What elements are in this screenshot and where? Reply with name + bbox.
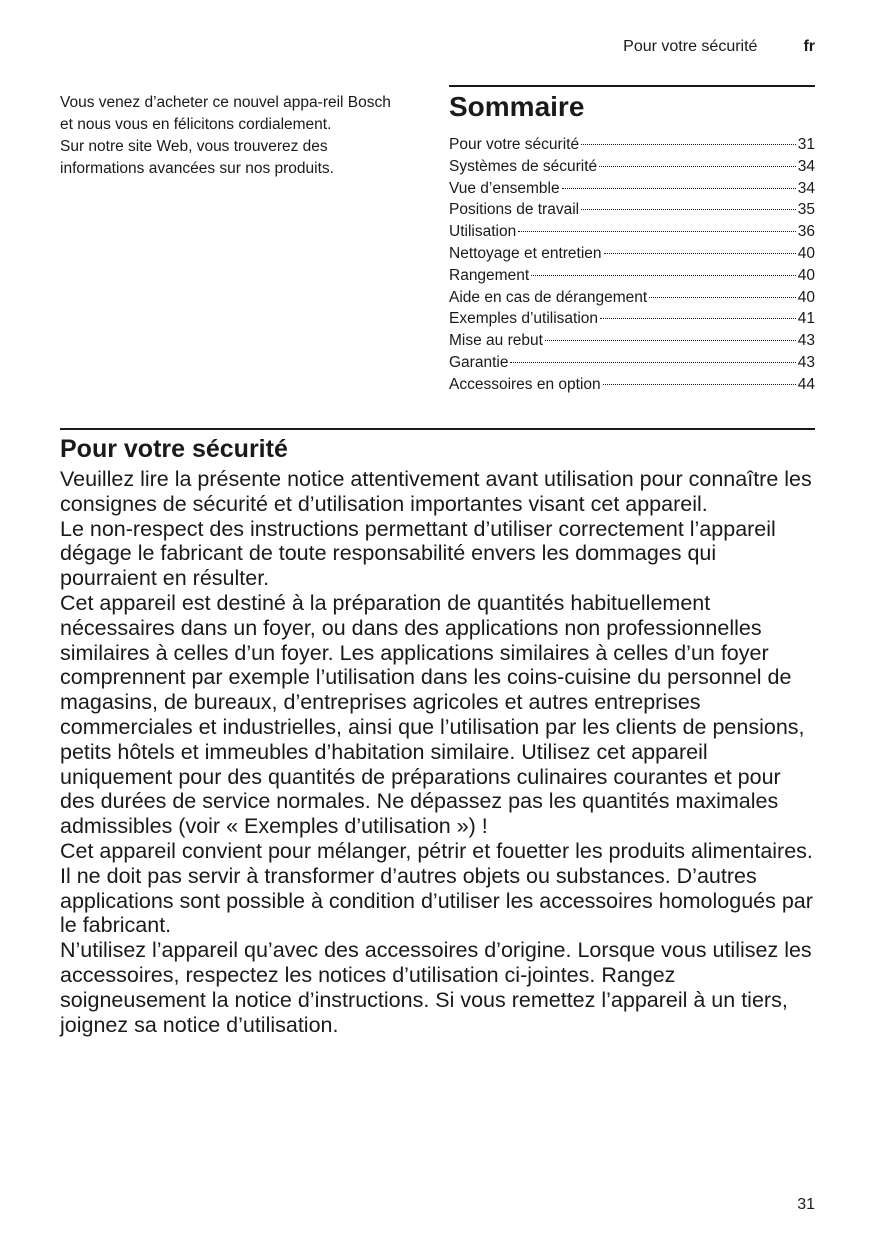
- toc-item-page: 44: [797, 375, 815, 393]
- toc-item[interactable]: [449, 287, 815, 309]
- toc-item[interactable]: [449, 243, 815, 265]
- toc-item-page: 36: [797, 223, 815, 241]
- toc-item[interactable]: [449, 178, 815, 200]
- toc-item[interactable]: [449, 221, 815, 243]
- toc-leader: [599, 166, 796, 167]
- toc-item[interactable]: [449, 308, 815, 330]
- toc-title: Sommaire: [449, 91, 585, 122]
- toc-leader: [600, 318, 796, 319]
- safety-section: [60, 428, 815, 1037]
- toc-item-page: 40: [797, 244, 815, 262]
- toc-item-label: Systèmes de sécurité: [449, 157, 598, 175]
- toc-item-page: 40: [797, 288, 815, 306]
- toc-item[interactable]: [449, 134, 815, 156]
- toc-item[interactable]: [449, 265, 815, 287]
- language-code: fr: [803, 38, 815, 55]
- toc-leader: [531, 275, 796, 276]
- toc-item[interactable]: [449, 156, 815, 178]
- toc-item[interactable]: [449, 199, 815, 221]
- toc-leader: [518, 231, 796, 232]
- body-paragraph: Cet appareil est destiné à la préparation de quantités habituellement nécessaires dans un foyer, ou dans des applications non professionnelles similaires à celles d’un foyer. Les applications similaires à celles d’un foyer comprennent par exemple l’utilisation dans les coins-cuisine du personnel de magasins, de bureaux, d’entreprises agricoles et autres entreprises commerciales et industrielles, ainsi que l’utilisation par les clients de pensions, petits hôtels et immeubles d’habitation similaire. Utilisez cet appareil uniquement pour des quantités de préparations culinaires courantes et pour des durées de service normales. Ne dépassez pas les quantités maximales admissibles (voir « Exemples d’utilisation ») !: [60, 590, 805, 839]
- toc-item[interactable]: [449, 330, 815, 352]
- body-paragraph: Cet appareil convient pour mélanger, pétrir et fouetter les produits alimentaires. Il ne doit pas servir à transformer d’autres objets ou substances. D’autres applications sont possible à condition d’utiliser les accessoires homologués par le fabricant.: [60, 838, 813, 938]
- toc-item[interactable]: [449, 352, 815, 374]
- toc-item-label: Aide en cas de dérangement: [449, 288, 648, 306]
- toc-item-label: Mise au rebut: [449, 332, 543, 350]
- toc-item-label: Nettoyage et entretien: [449, 244, 602, 262]
- toc-item-label: Exemples d’utilisation: [449, 310, 599, 328]
- section-body: [60, 467, 815, 1037]
- toc-item-page: 43: [797, 353, 815, 371]
- intro-paragraph: Sur notre site Web, vous trouverez des informations avancées sur nos produits.: [60, 138, 334, 177]
- toc-item-page: 34: [797, 179, 815, 197]
- toc-item[interactable]: [449, 374, 815, 396]
- section-title: Pour votre sécurité: [60, 435, 288, 463]
- toc-list: [449, 134, 815, 396]
- toc-leader: [581, 144, 796, 145]
- toc-item-label: Positions de travail: [449, 201, 580, 219]
- toc-item-label: Vue d’ensemble: [449, 179, 560, 197]
- toc-leader: [603, 384, 796, 385]
- toc-item-page: 40: [797, 266, 815, 284]
- intro-paragraph: Vous venez d’acheter ce nouvel appa-reil Bosch et nous vous en félicitons cordialement.: [60, 94, 391, 133]
- table-of-contents: [449, 85, 815, 396]
- running-header-title: Pour votre sécurité: [623, 38, 758, 55]
- toc-item-label: Garantie: [449, 353, 509, 371]
- page-number: 31: [797, 1196, 815, 1213]
- toc-item-label: Rangement: [449, 266, 530, 284]
- toc-leader: [562, 188, 796, 189]
- toc-item-label: Utilisation: [449, 223, 517, 241]
- body-paragraph: Veuillez lire la présente notice attentivement avant utilisation pour connaître les consignes de sécurité et d’utilisation importantes visant cet appareil.: [60, 467, 812, 516]
- toc-item-page: 31: [797, 136, 815, 153]
- toc-item-label: Pour votre sécurité: [449, 136, 580, 153]
- running-header: [623, 38, 815, 56]
- toc-item-label: Accessoires en option: [449, 375, 601, 393]
- toc-item-page: 35: [797, 201, 815, 219]
- toc-leader: [649, 297, 796, 298]
- toc-leader: [604, 253, 796, 254]
- toc-item-page: 34: [797, 157, 815, 175]
- toc-leader: [581, 209, 796, 210]
- toc-leader: [510, 362, 795, 363]
- toc-leader: [545, 340, 796, 341]
- toc-item-page: 41: [797, 310, 815, 328]
- body-paragraph: N’utilisez l’appareil qu’avec des accessoires d’origine. Lorsque vous utilisez les accessoires, respectez les notices d’utilisation ci-jointes. Rangez soigneusement la notice d’instructions. Si vous remettez l’appareil à un tiers, joignez sa notice d’utilisation.: [60, 938, 812, 1037]
- intro-text: [60, 92, 400, 180]
- toc-item-page: 43: [797, 332, 815, 350]
- body-paragraph: Le non-respect des instructions permettant d’utiliser correctement l’appareil dégage le fabricant de toute responsabilité envers les dommages qui pourraient en résulter.: [60, 516, 776, 591]
